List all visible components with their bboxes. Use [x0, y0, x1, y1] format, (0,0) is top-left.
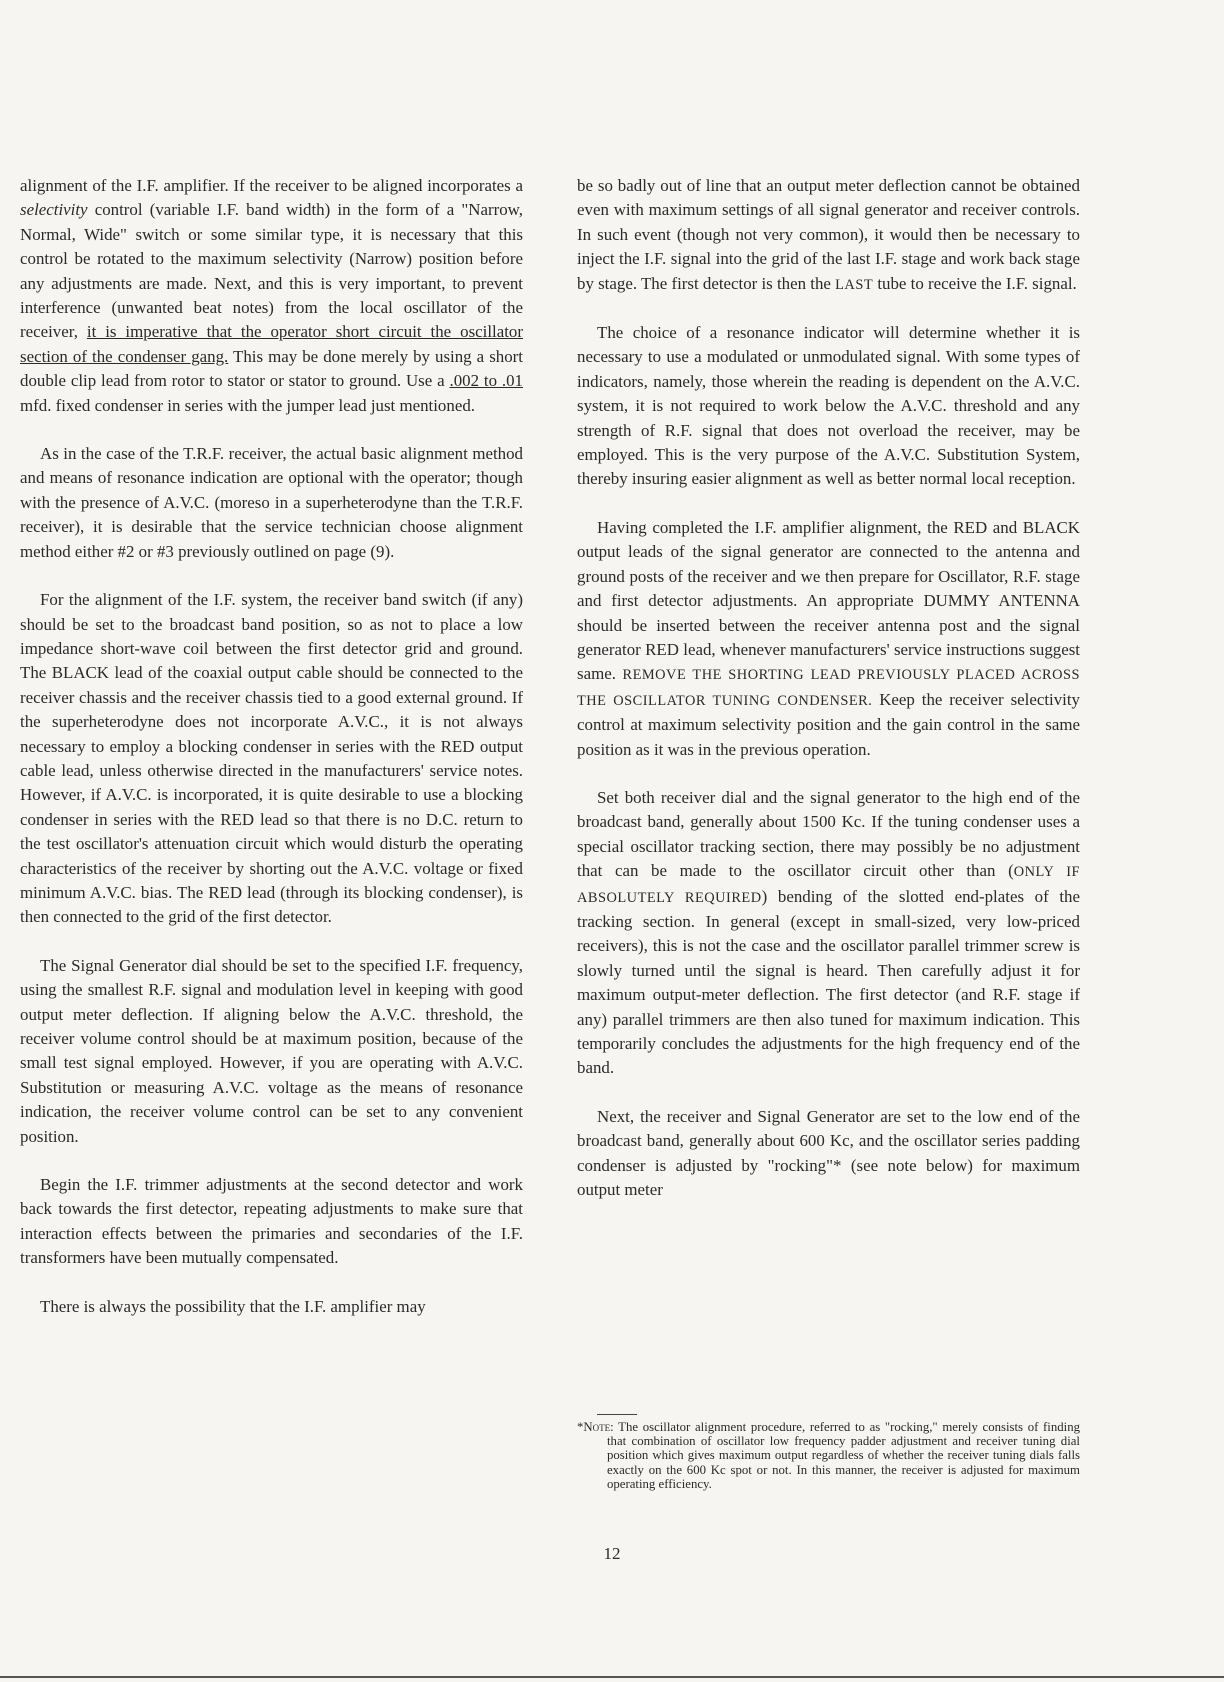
- paragraph: Set both receiver dial and the signal generator to the high end of the broadcast band, generally about 1500 Kc. If the tuning condenser uses a special oscillator tracking section, there may possibly be no adjustment that can be made to the oscillator circuit other than (ONLY IF ABSOLUTELY REQUIRED) bending of the slotted end-plates of the tracking section. In general (except in small-sized, very low-priced receivers), this is not the case and the oscillator parallel trimmer screw is slowly turned until the signal is heard. Then carefully adjust it for maximum output-meter deflection. The first detector (and R.F. stage if any) parallel trimmers are then also tuned for maximum indication. This temporarily concludes the adjustments for the high frequency end of the band.: [577, 787, 1080, 1078]
- paragraph: Having completed the I.F. amplifier alignment, the RED and BLACK output leads of the signal generator are connected to the antenna and ground posts of the receiver and we then prepare for Oscillator, R.F. stage and first detector adjustments. An appropriate DUMMY ANTENNA should be inserted between the receiver antenna post and the signal generator RED lead, whenever manufacturers' service instructions suggest same. REMOVE THE SHORTING LEAD PREVIOUSLY PLACED ACROSS THE OSCILLATOR TUNING CONDENSER. Keep the receiver selectivity control at maximum selectivity position and the gain control in the same position as it was in the previous operation.: [577, 517, 1080, 759]
- footnote-divider: [597, 1414, 637, 1415]
- footnote-text: The oscillator alignment procedure, referred to as "rocking," merely consists of finding that combination of oscillator low frequency padder adjustment and receiver tuning dial position which gives maximum output regardless of whether the receiver tuning dials falls exactly on the 600 Kc spot or not. In this manner, the receiver is adjusted for maximum operating efficiency.: [607, 1420, 1080, 1491]
- paragraph: As in the case of the T.R.F. receiver, the actual basic alignment method and means of resonance indication are optional with the operator; though with the presence of A.V.C. (moreso in a superheterodyne than the T.R.F. receiver), it is desirable that the service technician choose alignment method either #2 or #3 previously outlined on page (9).: [20, 444, 523, 561]
- paragraph: There is always the possibility that the I.F. amplifier may: [40, 1296, 426, 1316]
- footnote: [577, 1420, 1080, 1491]
- footnote-label: *Note:: [577, 1420, 614, 1434]
- paragraph: Begin the I.F. trimmer adjustments at the second detector and work back towards the first detector, repeating adjustments to make sure that interaction effects between the primaries and secondaries of the I.F. transformers have been mutually compensated.: [20, 1175, 523, 1268]
- paragraph: The choice of a resonance indicator will determine whether it is necessary to use a modulated or unmodulated signal. With some types of indicators, namely, those wherein the reading is dependent on the A.V.C. system, it is not required to work below the A.V.C. threshold and any strength of R.F. signal that does not overload the receiver, may be employed. This is the very purpose of the A.V.C. Substitution System, thereby insuring easier alignment as well as better normal local reception.: [577, 323, 1080, 489]
- paragraph: Next, the receiver and Signal Generator are set to the low end of the broadcast band, generally about 600 Kc, and the oscillator series padding condenser is adjusted by "rocking"* (see note below) for maximum output meter: [577, 1106, 1080, 1200]
- paragraph: The Signal Generator dial should be set to the specified I.F. frequency, using the smallest R.F. signal and modulation level in keeping with good output meter deflection. If aligning below the A.V.C. threshold, the receiver volume control should be at maximum position, because of the small test signal employed. However, if you are operating with A.V.C. Substitution or measuring A.V.C. voltage as the means of resonance indication, the receiver volume control can be set to any convenient position.: [20, 955, 523, 1146]
- paragraph: For the alignment of the I.F. system, the receiver band switch (if any) should be set to the broadcast band position, so as not to place a low impedance short-wave coil between the first detector grid and ground. The BLACK lead of the coaxial output cable should be connected to the receiver chassis and the receiver chassis tied to a good external ground. If the superheterodyne does not incorporate A.V.C., it is not always necessary to employ a blocking condenser in series with the RED output cable lead, unless otherwise directed in the manufacturers' service notes. However, if A.V.C. is incorporated, it is quite desirable to use a blocking condenser in series with the RED lead so that there is no D.C. return to the test oscillator's attenuation circuit which would disturb the operating characteristics of the receiver by shorting out the A.V.C. voltage or fixed minimum A.V.C. bias. The RED lead (through its blocking condenser), is then connected to the grid of the first detector.: [20, 590, 523, 927]
- left-column: [20, 174, 523, 1343]
- page-number: 12: [603, 1544, 621, 1563]
- paragraph: be so badly out of line that an output meter deflection cannot be obtained even with maximum settings of all signal generator and receiver controls. In such event (though not very common), it would then be necessary to inject the I.F. signal into the grid of the last I.F. stage and work back stage by stage. The first detector is then the LAST tube to receive the I.F. signal.: [577, 176, 1080, 293]
- right-column: [577, 174, 1080, 1226]
- bottom-rule: [0, 1676, 1224, 1678]
- paragraph: alignment of the I.F. amplifier. If the receiver to be aligned incorporates a selectivity control (variable I.F. band width) in the form of a "Narrow, Normal, Wide" switch or some similar type, it is necessary that this control be rotated to the maximum selectivity (Narrow) position before any adjustments are made. Next, and this is very important, to prevent interference (unwanted beat notes) from the local oscillator of the receiver, it is imperative that the operator short circuit the oscillator section of the condenser gang. This may be done merely by using a short double clip lead from rotor to stator or stator to ground. Use a .002 to .01 mfd. fixed condenser in series with the jumper lead just mentioned.: [20, 176, 523, 415]
